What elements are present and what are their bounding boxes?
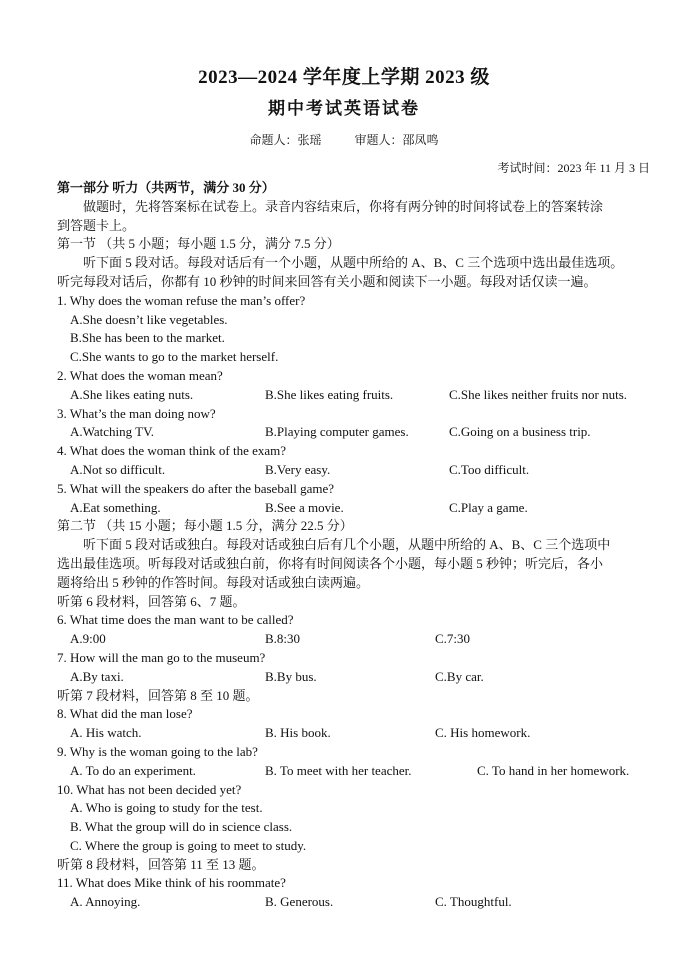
q9-option-c: C. To hand in her homework. — [477, 762, 630, 778]
material-6-heading: 听第 6 段材料，回答第 6、7 题。 — [57, 593, 246, 609]
q11-option-b: B. Generous. — [265, 894, 334, 910]
q8-options — [57, 724, 652, 743]
section2-instruction-line: 听下面 5 段对话或独白。每段对话或独白后有几个小题，从题中所给的 A、B、C 三个选项中 — [83, 537, 611, 553]
question-2: 2. What does the woman mean? — [57, 367, 223, 383]
q7-option-c: C.By car. — [435, 668, 484, 684]
q9-option-a: A. To do an experiment. — [70, 762, 196, 778]
section2-heading: 第二节 （共 15 小题；每小题 1.5 分，满分 22.5 分） — [57, 518, 353, 534]
question-11: 11. What does Mike think of his roommate? — [57, 875, 286, 891]
q1-option-a: A.She doesn’t like vegetables. — [70, 311, 228, 327]
q8-option-c: C. His homework. — [435, 725, 531, 741]
material-8-heading: 听第 8 段材料，回答第 11 至 13 题。 — [57, 856, 265, 872]
q3-option-c: C.Going on a business trip. — [449, 424, 591, 440]
q2-option-c: C.She likes neither fruits nor nuts. — [449, 386, 628, 402]
q8-option-a: A. His watch. — [70, 725, 142, 741]
q7-option-a: A.By taxi. — [70, 668, 124, 684]
q11-option-a: A. Annoying. — [70, 894, 141, 910]
q9-options — [57, 762, 652, 781]
reviewer: 审题人：邵凤鸣 — [354, 133, 439, 147]
q2-option-a: A.She likes eating nuts. — [70, 386, 194, 402]
question-10: 10. What has not been decided yet? — [57, 781, 242, 797]
author: 命题人：张瑶 — [249, 133, 322, 147]
q9-option-b: B. To meet with her teacher. — [265, 762, 412, 778]
exam-title: 2023—2024 学年度上学期 2023 级 — [198, 67, 490, 88]
q3-options — [57, 423, 652, 442]
q4-option-a: A.Not so difficult. — [70, 461, 166, 477]
question-9: 9. Why is the woman going to the lab? — [57, 743, 258, 759]
question-7: 7. How will the man go to the museum? — [57, 649, 266, 665]
q2-option-b: B.She likes eating fruits. — [265, 386, 394, 402]
section1-instruction-line: 听完每段对话后，你都有 10 秒钟的时间来回答有关小题和阅读下一小题。每段对话仅读一遍。 — [57, 273, 597, 289]
q5-option-b: B.See a movie. — [265, 499, 344, 515]
q5-option-a: A.Eat something. — [70, 499, 161, 515]
material-7-heading: 听第 7 段材料，回答第 8 至 10 题。 — [57, 687, 259, 703]
q10-option-c: C. Where the group is going to meet to study. — [70, 837, 307, 853]
section1-heading: 第一节 （共 5 小题；每小题 1.5 分，满分 7.5 分） — [57, 236, 340, 252]
q8-option-b: B. His book. — [265, 725, 331, 741]
q7-options — [57, 668, 652, 687]
q6-option-c: C.7:30 — [435, 631, 471, 647]
q7-option-b: B.By bus. — [265, 668, 317, 684]
question-8: 8. What did the man lose? — [57, 706, 193, 722]
exam-content — [57, 179, 652, 912]
question-5: 5. What will the speakers do after the baseball game? — [57, 480, 334, 496]
part1-instruction-line: 到答题卡上。 — [57, 217, 136, 233]
q5-options — [57, 499, 652, 518]
q6-option-a: A.9:00 — [70, 631, 106, 647]
section2-instruction-line: 选出最佳选项。听每段对话或独白前，你将有时间阅读各个小题，每小题 5 秒钟；听完后，各小 — [57, 555, 604, 571]
part1-instruction-line: 做题时，先将答案标在试卷上。录音内容结束后，你将有两分钟的时间将试卷上的答案转涂 — [83, 198, 604, 214]
q10-option-b: B. What the group will do in science class. — [70, 819, 293, 835]
q6-option-b: B.8:30 — [265, 631, 301, 647]
question-1: 1. Why does the woman refuse the man’s offer? — [57, 292, 306, 308]
q11-options — [57, 893, 652, 912]
q5-option-c: C.Play a game. — [449, 499, 528, 515]
authors-line — [0, 131, 688, 148]
q4-option-b: B.Very easy. — [265, 461, 331, 477]
q11-option-c: C. Thoughtful. — [435, 894, 512, 910]
q2-options — [57, 386, 652, 405]
q4-options — [57, 461, 652, 480]
part1-heading: 第一部分 听力（共两节，满分 30 分） — [57, 180, 275, 195]
exam-time: 考试时间：2023 年 11 月 3 日 — [497, 161, 650, 175]
question-6: 6. What time does the man want to be called? — [57, 612, 294, 628]
question-3: 3. What’s the man doing now? — [57, 405, 216, 421]
q1-option-c: C.She wants to go to the market herself. — [70, 349, 279, 365]
q3-option-b: B.Playing computer games. — [265, 424, 409, 440]
section1-instruction-line: 听下面 5 段对话。每段对话后有一个小题，从题中所给的 A、B、C 三个选项中选出最佳选项。 — [83, 255, 624, 271]
section2-instruction-line: 题将给出 5 秒钟的作答时间。每段对话或独白读两遍。 — [57, 574, 370, 590]
q1-option-b: B.She has been to the market. — [70, 330, 225, 346]
q6-options — [57, 630, 652, 649]
q3-option-a: A.Watching TV. — [70, 424, 155, 440]
question-4: 4. What does the woman think of the exam? — [57, 443, 287, 459]
q10-option-a: A. Who is going to study for the test. — [70, 800, 263, 816]
q4-option-c: C.Too difficult. — [449, 461, 530, 477]
exam-subtitle: 期中考试英语试卷 — [268, 99, 420, 118]
